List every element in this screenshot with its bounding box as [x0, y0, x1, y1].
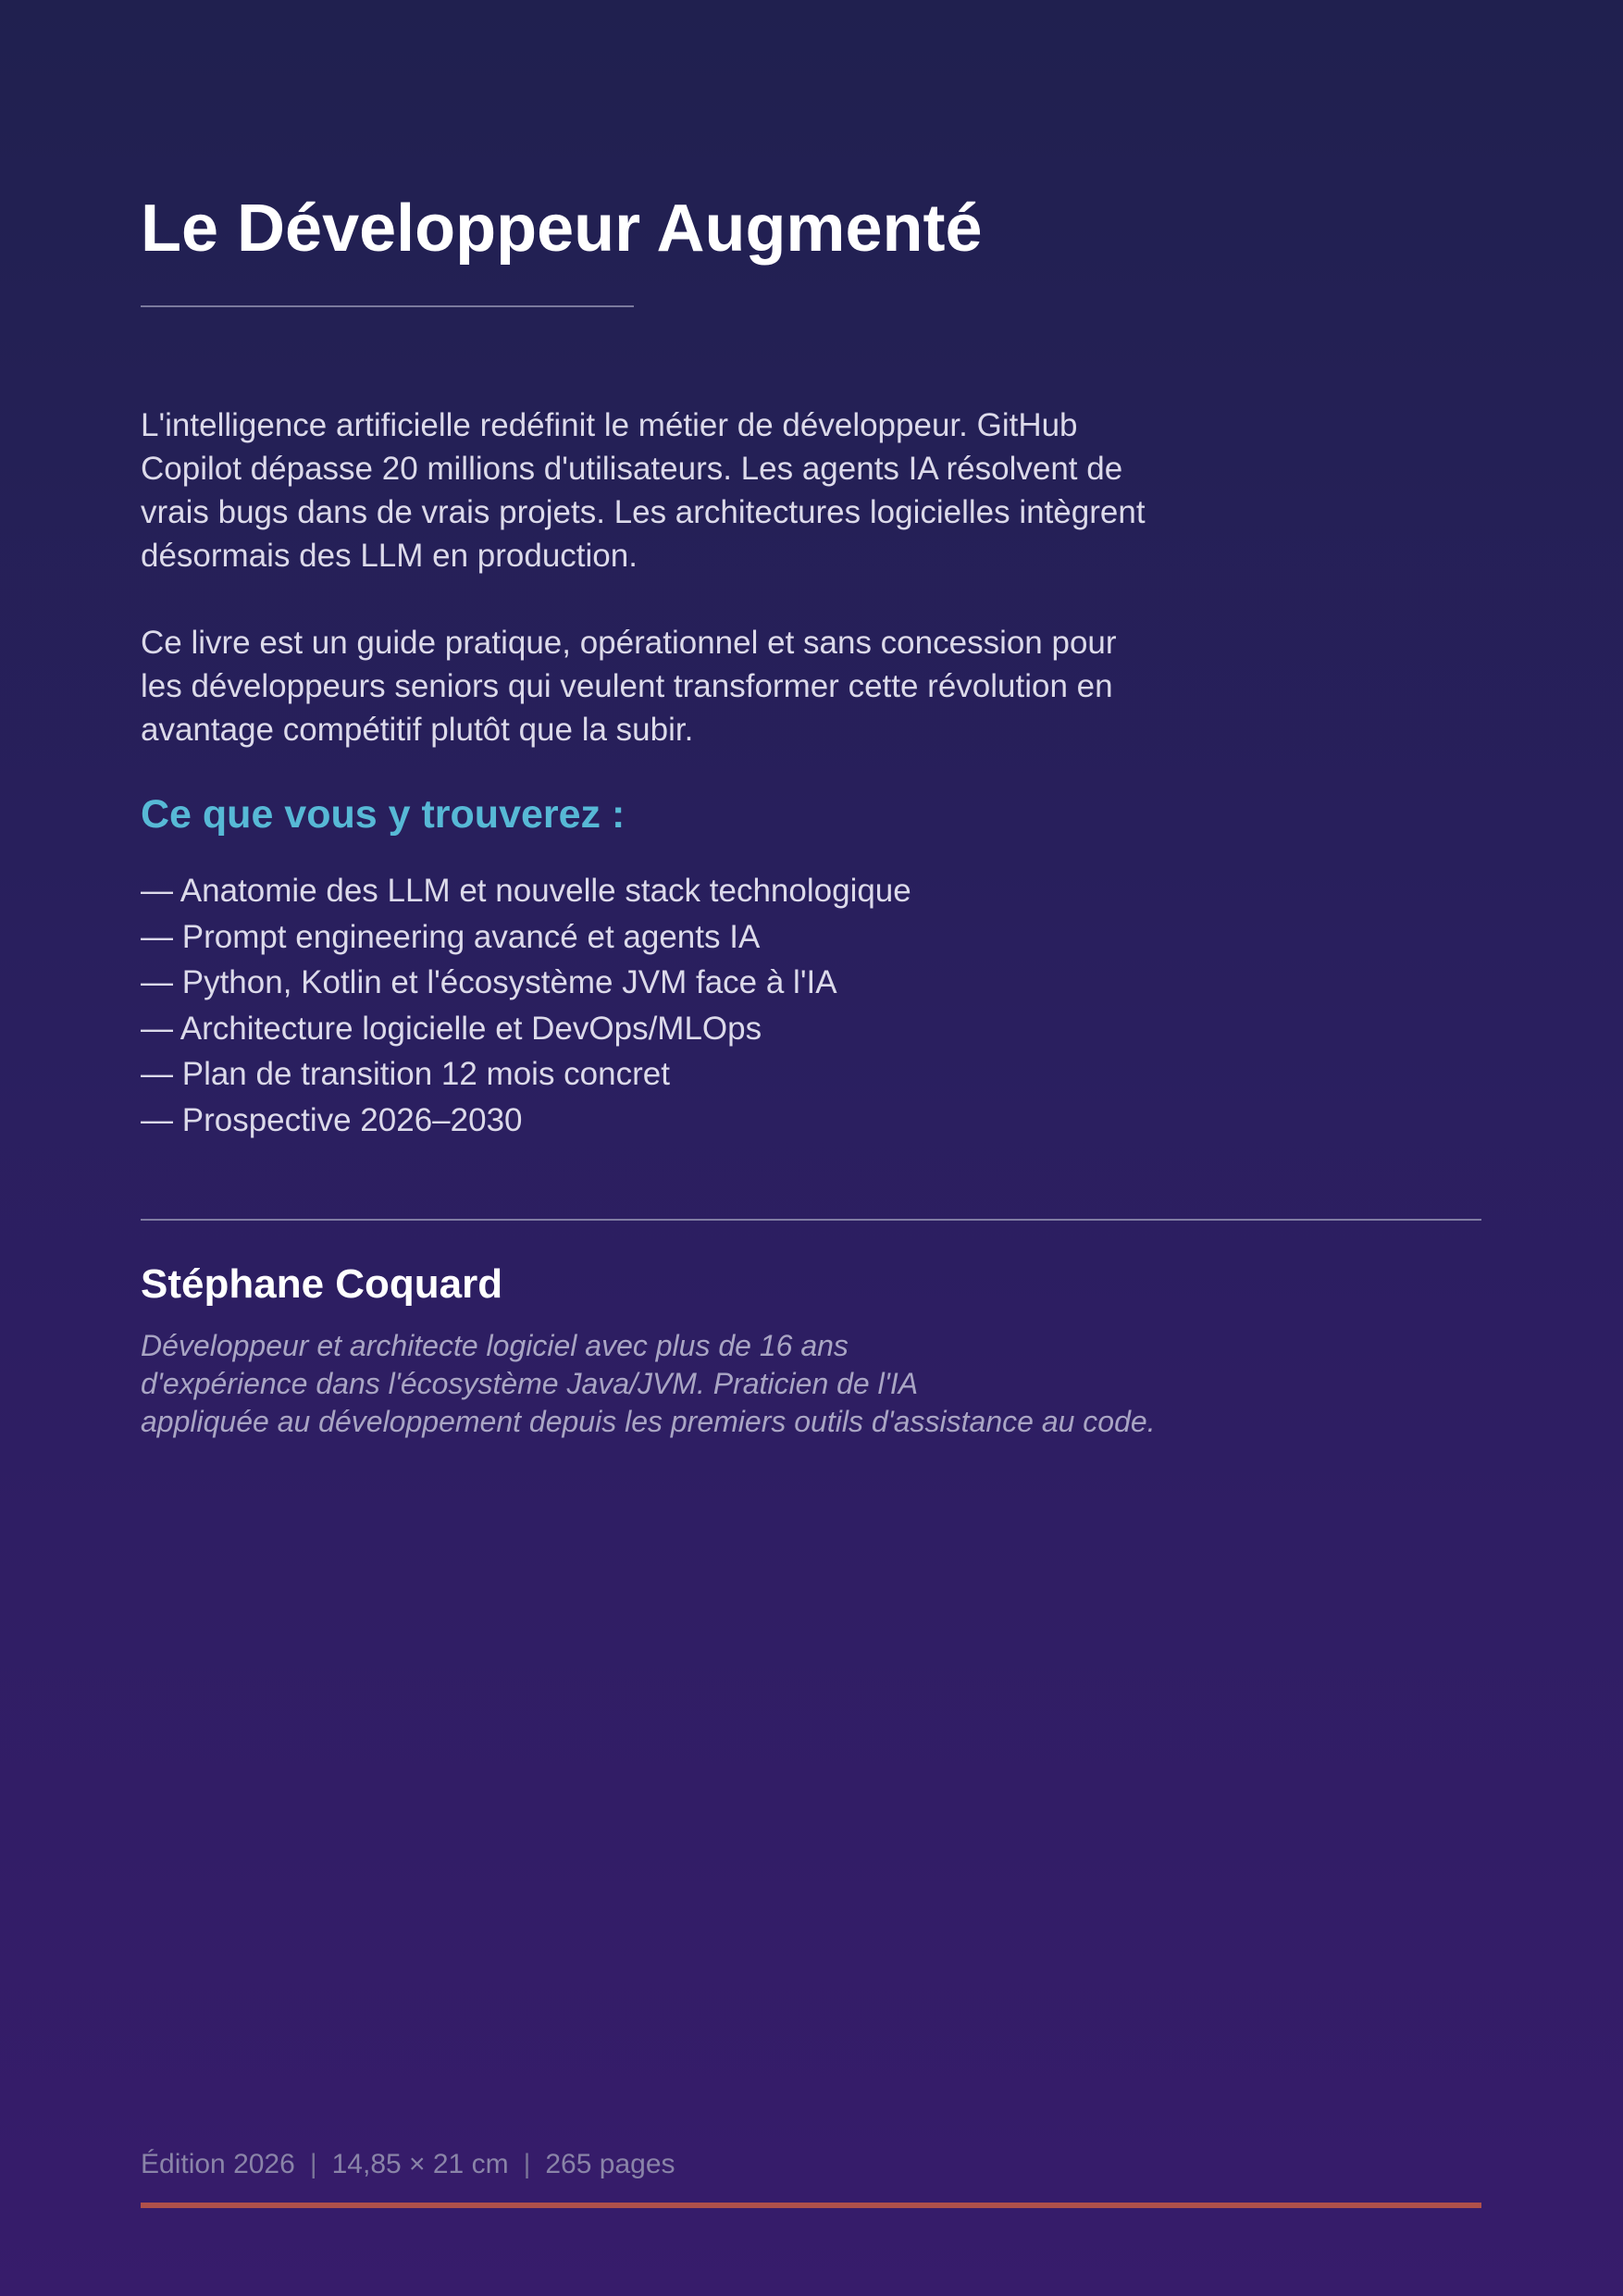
contents-heading: Ce que vous y trouverez :: [141, 792, 626, 837]
back-cover: [141, 0, 1482, 2296]
book-title: Le Développeur Augmenté: [141, 192, 983, 266]
contents-list: [141, 868, 911, 1143]
separator: |: [523, 2149, 531, 2179]
list-item: — Plan de transition 12 mois concret: [141, 1056, 670, 1092]
title-divider: [141, 305, 634, 307]
book-description: [141, 403, 1158, 751]
publication-info: [141, 2147, 675, 2182]
separator: |: [309, 2149, 317, 2179]
author-name: Stéphane Coquard: [141, 1261, 503, 1307]
list-item: — Prospective 2026–2030: [141, 1101, 523, 1138]
author-bio: [141, 1327, 1344, 1441]
intro-paragraph: Ce livre est un guide pratique, opérationnel et sans concession pour les développeurs seniors qui veulent transformer cette révolution en avantage compétitif plutôt que la subir.: [141, 625, 1117, 748]
author-divider: [141, 1219, 1481, 1221]
author-bio-line: appliquée au développement depuis les premiers outils d'assistance au code.: [141, 1405, 1156, 1438]
intro-paragraph: L'intelligence artificielle redéfinit le métier de développeur. GitHub Copilot dépasse 20 millions d'utilisateurs. Les agents IA résolvent de vrais bugs dans de vrais projets. Les architectures logicielles intègrent désormais des LLM en production.: [141, 407, 1146, 574]
edition-label: Édition 2026: [141, 2149, 295, 2179]
page-count: 265 pages: [545, 2149, 675, 2179]
footer-accent-bar: [141, 2203, 1481, 2208]
list-item: — Architecture logicielle et DevOps/MLOps: [141, 1010, 762, 1047]
list-item: — Python, Kotlin et l'écosystème JVM face à l'IA: [141, 964, 837, 1000]
author-bio-line: d'expérience dans l'écosystème Java/JVM. Praticien de l'IA: [141, 1367, 919, 1400]
list-item: — Anatomie des LLM et nouvelle stack technologique: [141, 873, 911, 909]
format-label: 14,85 × 21 cm: [331, 2149, 509, 2179]
list-item: — Prompt engineering avancé et agents IA: [141, 918, 761, 955]
author-bio-line: Développeur et architecte logiciel avec plus de 16 ans: [141, 1329, 849, 1362]
